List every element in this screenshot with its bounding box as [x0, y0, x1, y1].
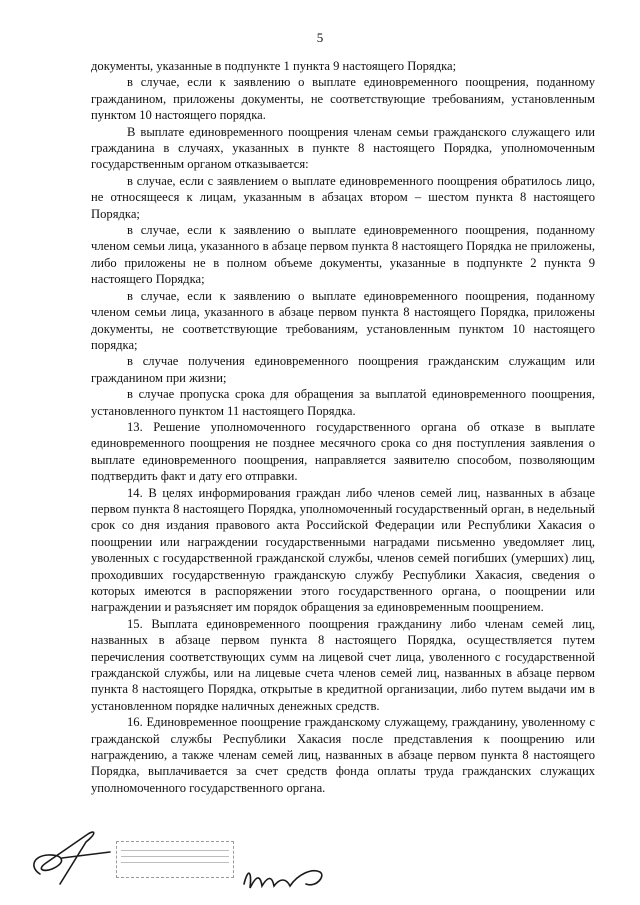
- paragraph: в случае, если к заявлению о выплате единовременного поощрения, поданному членом семьи лица, указанного в абзаце первом пункта 8 настоящего Порядка, приложены документы, не соответствующие требованиям, установленным пунктом 10 настоящего порядка;: [91, 288, 595, 352]
- paragraph: в случае, если к заявлению о выплате единовременного поощрения, поданному гражданином, приложены документы, не соответствующие требованиям, установленным пунктом 10 настоящего порядка.: [91, 75, 595, 123]
- paragraph-item-16: 16. Единовременное поощрение гражданскому служащему, гражданину, уволенному с гражданской службы Республики Хакасия после представления к поощрению или награждению, а также членам семей лиц, названных в абзаце первом пункта 8 настоящего Порядка, выплачивается за счет средств фонда оплаты труда гражданских служащих уполномоченного государственного органа.: [91, 715, 595, 795]
- approval-stamp: [116, 841, 234, 878]
- paragraph: в случае пропуска срока для обращения за выплатой единовременного поощрения, установленного пунктом 11 настоящего Порядка.: [91, 387, 595, 418]
- paragraph: в случае, если с заявлением о выплате единовременного поощрения обратилось лицо, не относящееся к лицам, указанным в абзацах втором – шестом пункта 8 настоящего Порядка;: [91, 173, 595, 221]
- paragraph: в случае получения единовременного поощрения гражданским служащим или гражданином при жизни;: [91, 354, 595, 385]
- paragraph: В выплате единовременного поощрения членам семьи гражданского служащего или гражданина в случаях, указанных в пункте 8 настоящего Порядка, уполномоченным государственным органом отказывается:: [91, 124, 595, 172]
- page-number: 5: [316, 30, 324, 45]
- paragraph-continuation: документы, указанные в подпункте 1 пункта 9 настоящего Порядка;: [91, 59, 457, 73]
- paragraph: в случае, если к заявлению о выплате единовременного поощрения, поданному членом семьи лица, указанного в абзаце первом пункта 8 настоящего Порядка не приложены, либо приложены не в полном объеме документы, указанные в подпункте 2 пункта 9 настоящего Порядка;: [91, 223, 595, 287]
- signature-left: [22, 822, 114, 892]
- signature-bottom: [238, 858, 330, 896]
- paragraph-item-15: 15. Выплата единовременного поощрения гражданину либо членам семей лиц, названных в абзаце первом пункта 8 настоящего Порядка, осуществляется путем перечисления соответствующих сумм на лицевой счет лица, уволенного с государственной гражданской службы, или на лицевые счета членов семей лиц, названных в абзаце первом пункта 8 настоящего Порядка, открытые в кредитной организации, либо путем выдачи им в установленном порядке наличных денежных средств.: [91, 616, 595, 713]
- paragraph-item-13: 13. Решение уполномоченного государственного органа об отказе в выплате единовременного поощрения не позднее месячного срока со дня поступления заявления о выплате единовременного поощрения, направляется заявителю способом, позволяющим подтвердить факт и дату его отправки.: [91, 419, 595, 484]
- document-body: [91, 58, 595, 796]
- paragraph-item-14: 14. В целях информирования граждан либо членов семей лиц, названных в абзаце первом пункта 8 настоящего Порядка, уполномоченный государственный орган, в недельный срок со дня издания правового акта Российской Федерации или Республики Хакасия о поощрении или награждении государственными наградами письменно уведомляет лиц, уволенных с государственной гражданской службы, членов семей погибших (умерших) лиц, проходивших государственную гражданскую службу Республики Хакасия, сведения о которых имеются в распоряжении этого государственного органа, о поощрении или награждении и разъясняет им порядок обращения за единовременным поощрением.: [91, 485, 595, 615]
